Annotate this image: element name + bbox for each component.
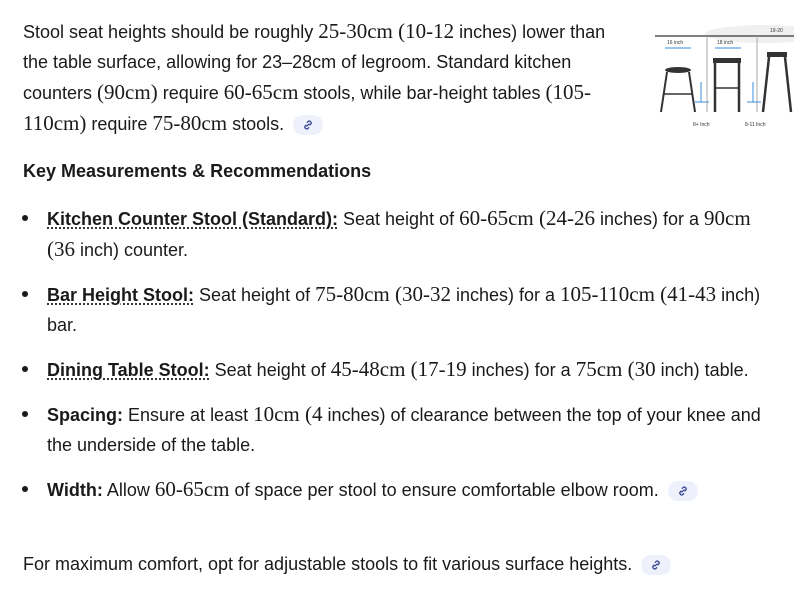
- bullet: [22, 411, 28, 417]
- bullet: [22, 215, 28, 221]
- term-link[interactable]: Dining Table Stool:: [47, 360, 210, 380]
- citation-button[interactable]: [668, 481, 698, 501]
- stool-height-diagram-thumbnail[interactable]: [645, 22, 794, 132]
- item-number: 45-48cm (17-19: [330, 357, 467, 381]
- item-text: inch) table.: [655, 360, 749, 380]
- item-number: 75cm (30: [575, 357, 656, 381]
- intro-number: (90cm): [97, 80, 158, 104]
- section-heading: Key Measurements & Recommendations: [23, 161, 372, 181]
- item-number: 60-65cm (24-26: [459, 206, 595, 230]
- item-number: 10cm (4: [253, 402, 323, 426]
- item-text: of space per stool to ensure comfortable elbow room.: [229, 480, 659, 500]
- diagram-label: 16 inch: [667, 40, 684, 46]
- item-text: inches) for a: [450, 285, 561, 305]
- item-text: Ensure at least: [123, 405, 254, 425]
- term-label: Spacing:: [47, 405, 124, 425]
- item-text: Allow: [102, 480, 155, 500]
- link-icon: [302, 119, 314, 131]
- intro-paragraph: [23, 16, 623, 139]
- item-text: inches) for a: [466, 360, 576, 380]
- list-item: [0, 279, 794, 340]
- item-text: inches) of clearance between the top of your knee and the underside of the table.: [47, 405, 761, 455]
- citation-button[interactable]: [293, 115, 323, 135]
- list-item: [0, 354, 794, 385]
- intro-number: 75-80cm: [152, 111, 228, 135]
- list-item: [0, 474, 794, 505]
- item-text: inches) for a: [594, 209, 705, 229]
- bullet: [22, 291, 28, 297]
- intro-text: require: [157, 83, 224, 103]
- intro-number: (105-110cm): [23, 80, 592, 135]
- item-text: inch) counter.: [75, 240, 189, 260]
- item-text: Seat height of: [194, 285, 316, 305]
- diagram-label: 19-20: [770, 28, 783, 34]
- item-number: 90cm (36: [47, 206, 751, 261]
- item-number: 75-80cm (30-32: [315, 282, 451, 306]
- term-label: Width:: [47, 480, 103, 500]
- intro-text: stools.: [227, 114, 285, 134]
- closing-text: For maximum comfort, opt for adjustable stools to fit various surface heights.: [23, 554, 633, 574]
- item-text: inch) bar.: [47, 285, 761, 335]
- term-link[interactable]: Bar Height Stool:: [47, 285, 194, 305]
- bullet: [22, 486, 28, 492]
- closing-paragraph: [23, 549, 671, 579]
- list-item: [0, 399, 794, 460]
- measurements-list: [0, 203, 794, 519]
- bullet: [22, 366, 28, 372]
- link-icon: [677, 485, 689, 497]
- item-number: 60-65cm: [154, 477, 230, 501]
- intro-text: inches) lower than the table surface, allowing for 23–28cm of legroom. Standard kitchen counters: [23, 22, 606, 103]
- item-text: Seat height of: [209, 360, 331, 380]
- diagram-label: 8-11 Inch: [745, 122, 766, 128]
- stool-diagram: [645, 22, 794, 132]
- item-text: Seat height of: [338, 209, 460, 229]
- citation-button[interactable]: [641, 555, 671, 575]
- link-icon: [650, 559, 662, 571]
- intro-number: 60-65cm: [223, 80, 299, 104]
- intro-number: 25-30cm (10-12: [318, 19, 455, 43]
- diagram-label: 18 inch: [717, 40, 734, 46]
- intro-text: require: [86, 114, 153, 134]
- diagram-label: 8+ Inch: [693, 122, 710, 128]
- list-item: [0, 203, 794, 265]
- term-link[interactable]: Kitchen Counter Stool (Standard):: [47, 209, 338, 229]
- intro-text: Stool seat heights should be roughly: [23, 22, 319, 42]
- intro-text: stools, while bar-height tables: [298, 83, 546, 103]
- item-number: 105-110cm (41-43: [560, 282, 717, 306]
